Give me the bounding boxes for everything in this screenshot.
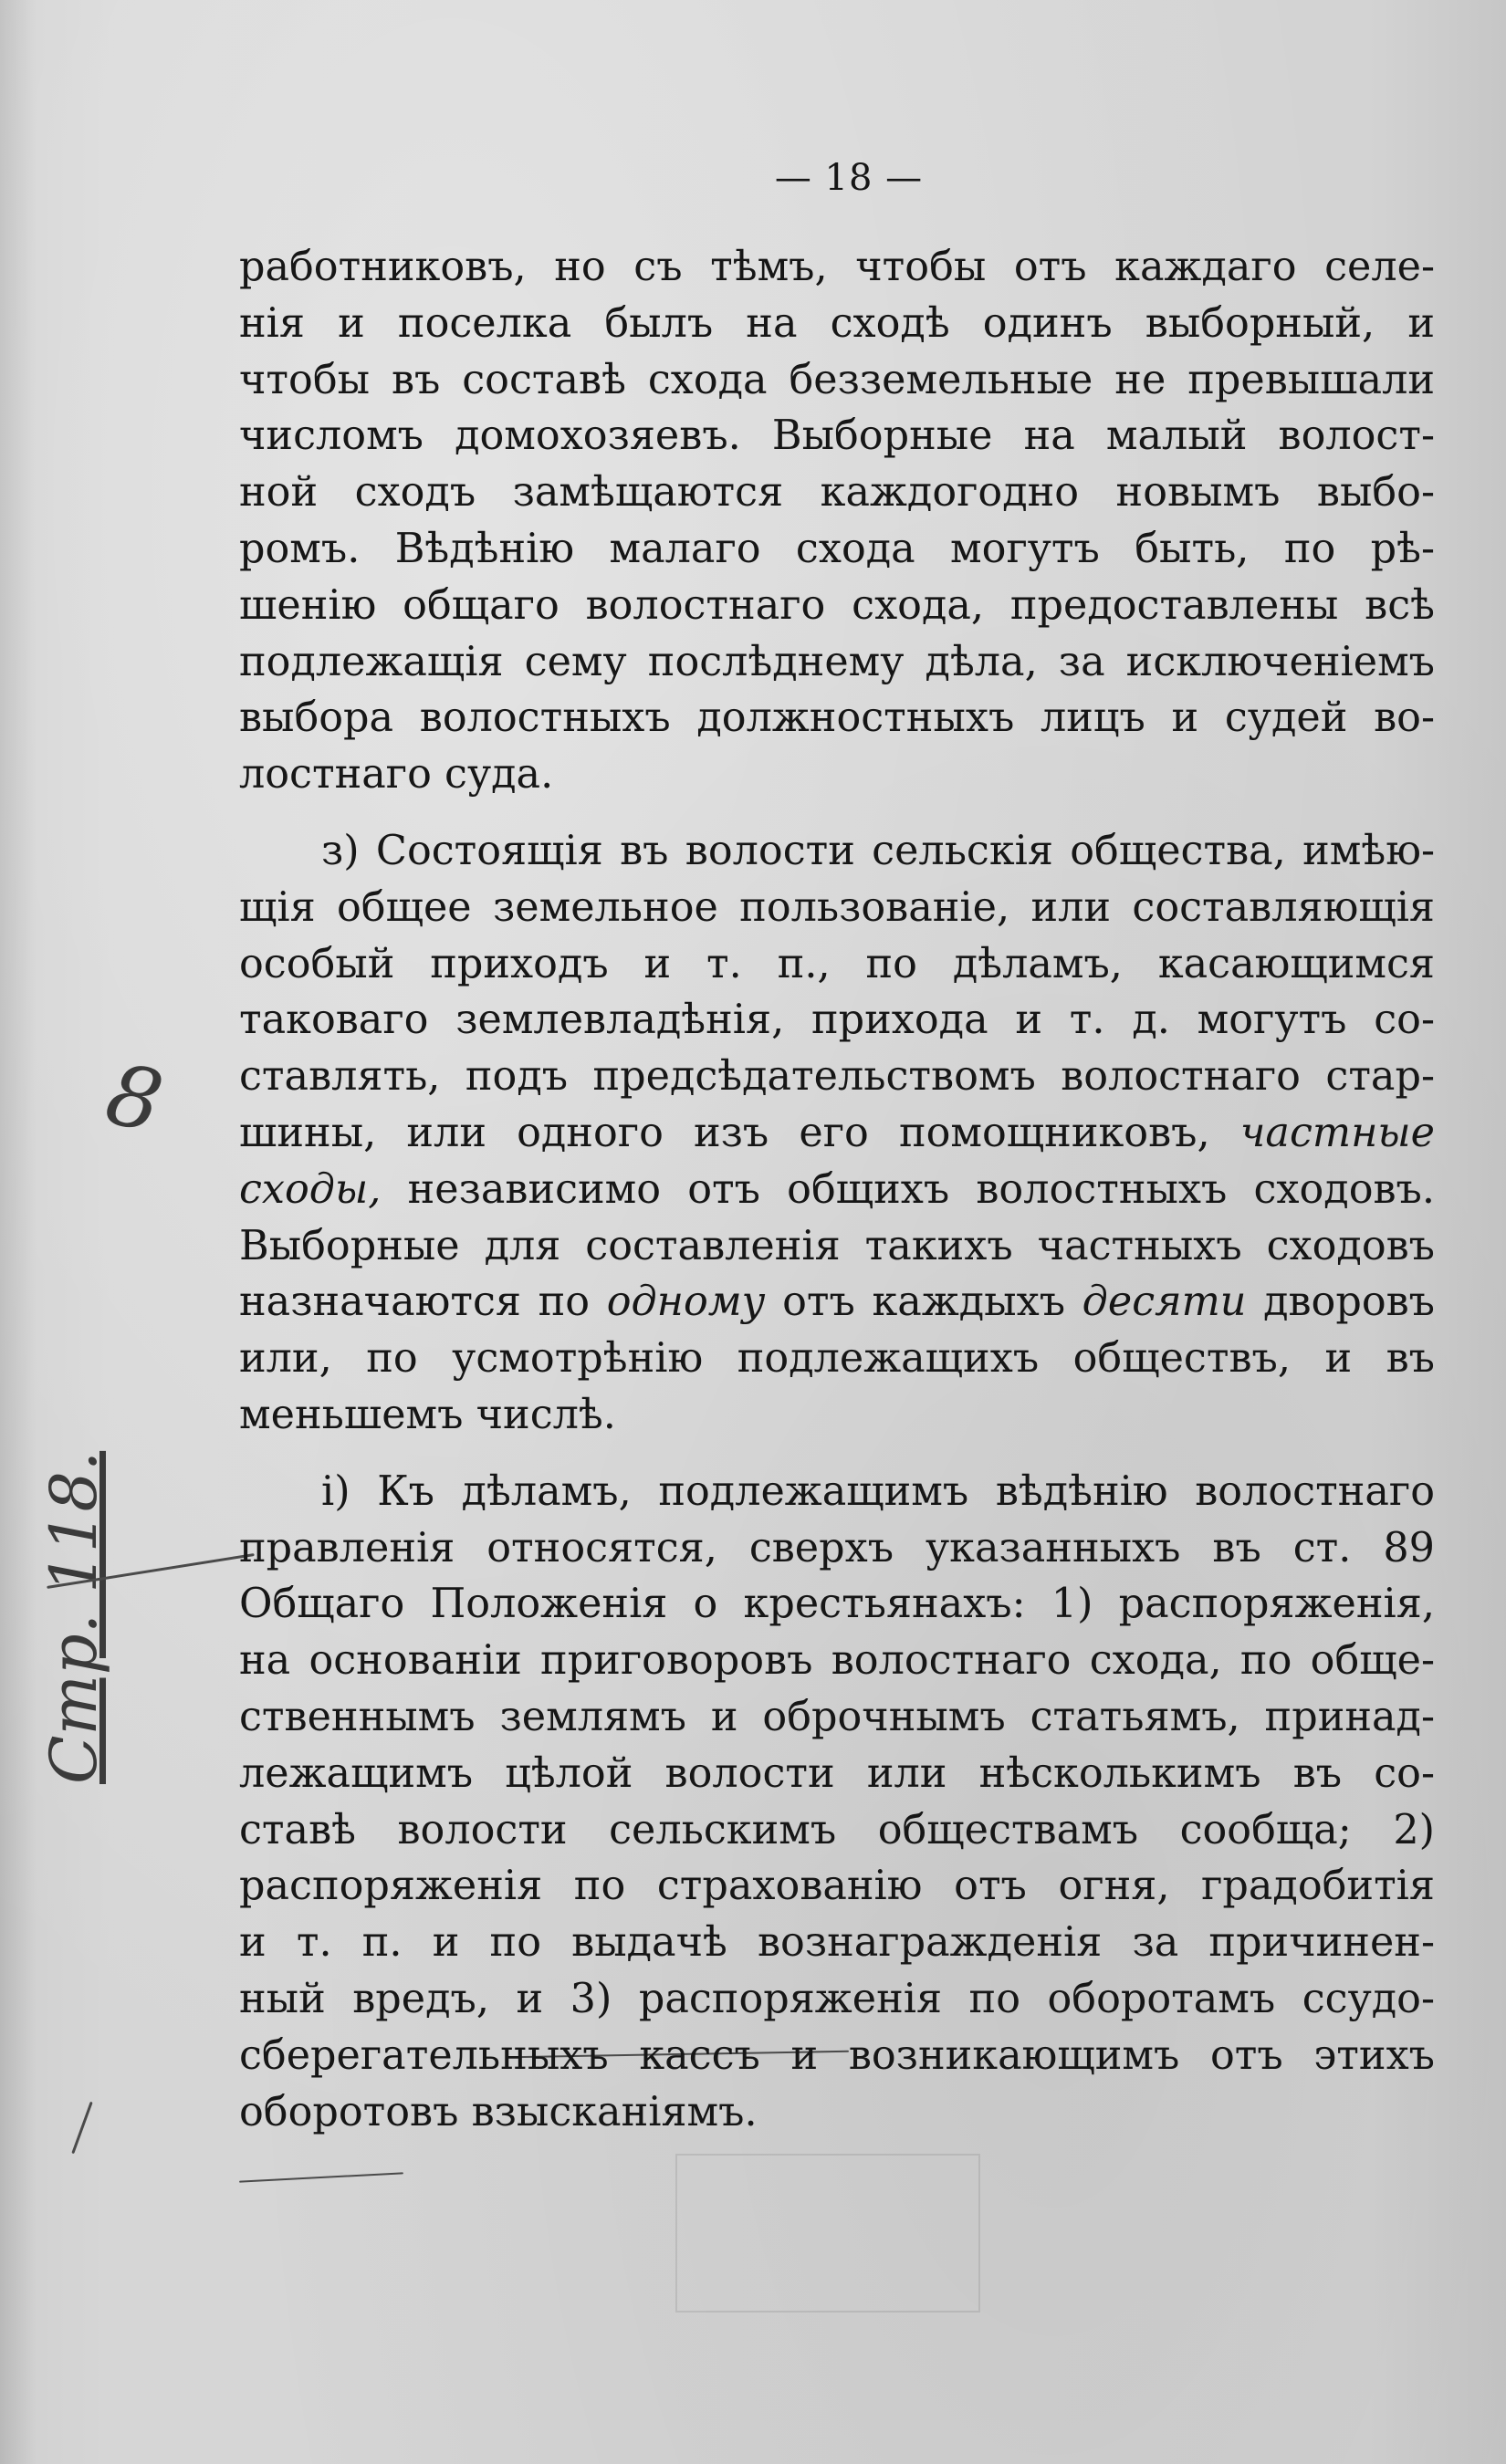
text-line: ставѣ волости сельскимъ обществамъ сообща; 2) — [239, 1806, 1435, 1853]
margin-page-reference-note: Стр. 118. — [37, 1450, 111, 1784]
italic-term: сходы, — [239, 1165, 382, 1213]
text-line-with-italic — [239, 1105, 1435, 1162]
text-line: ственнымъ землямъ и оброчнымъ статьямъ, принад- — [239, 1693, 1435, 1740]
text-line: выбора волостныхъ должностныхъ лицъ и судей во- — [239, 694, 1435, 742]
margin-numeral-note: 8 — [98, 1045, 172, 1152]
text-line-with-italic — [239, 1162, 1435, 1218]
text-line: ставлять, подъ предсѣдательствомъ волостнаго стар- — [239, 1053, 1435, 1101]
text-line: меньшемъ числѣ. — [239, 1391, 616, 1438]
text-line: ромъ. Вѣдѣнію малаго схода могутъ быть, по рѣ- — [239, 525, 1435, 572]
italic-term: десяти — [1082, 1279, 1247, 1326]
text-line: лостнаго суда. — [239, 751, 554, 799]
text-line: или, по усмотрѣнію подлежащихъ обществъ, и въ — [239, 1335, 1435, 1383]
text-run: независимо отъ общихъ волостныхъ сходовъ. — [407, 1165, 1435, 1213]
text-line: чтобы въ составѣ схода безземельные не превышали — [239, 356, 1435, 403]
text-run: отъ каждыхъ — [782, 1279, 1066, 1326]
italic-term: одному — [606, 1279, 766, 1326]
text-line: оборотовъ взысканіямъ. — [239, 2088, 758, 2135]
text-line: лежащимъ цѣлой волости или нѣсколькимъ въ со- — [239, 1749, 1435, 1797]
text-line: Общаго Положенія о крестьянахъ: 1) распоряженія, — [239, 1581, 1435, 1628]
text-line: таковаго землевладѣнія, прихода и т. д. могутъ со- — [239, 997, 1435, 1044]
text-line: и т. п. и по выдачѣ вознагражденія за причинен- — [239, 1919, 1435, 1967]
text-line: работниковъ, но съ тѣмъ, чтобы отъ каждаго селе- — [239, 244, 1435, 290]
margin-pencil-stroke — [71, 2102, 92, 2154]
text-line: з) Состоящія въ волости сельскія общества, имѣю- — [321, 827, 1435, 874]
text-line: числомъ домохозяевъ. Выборные на малый волост- — [239, 412, 1435, 460]
text-line: щія общее земельное пользованіе, или составляющія — [239, 883, 1435, 931]
text-line: нія и поселка былъ на сходѣ одинъ выборный, и — [239, 299, 1435, 347]
paragraph — [239, 823, 1435, 1444]
text-line-with-italic — [239, 1274, 1435, 1331]
paragraph — [239, 1464, 1435, 2141]
text-line: правленія относятся, сверхъ указанныхъ въ ст. 89 — [239, 1524, 1435, 1571]
text-line: Выборные для составленія такихъ частныхъ сходовъ — [239, 1222, 1435, 1269]
text-line: на основаніи приговоровъ волостнаго схода, по обще- — [239, 1637, 1435, 1685]
underline-pencil-stroke — [239, 2172, 403, 2182]
text-line: ный вредъ, и 3) распоряженія по оборотамъ ссудо- — [239, 1975, 1435, 2022]
text-run: дворовъ — [1263, 1279, 1435, 1326]
text-line: особый приходъ и т. п., по дѣламъ, касающимся — [239, 940, 1435, 987]
paragraph — [239, 239, 1435, 803]
page-number: — 18 — — [774, 157, 924, 199]
text-line: подлежащія сему послѣднему дѣла, за исключеніемъ — [239, 638, 1435, 685]
text-line: распоряженія по страхованію отъ огня, градобитія — [239, 1863, 1435, 1910]
text-line: і) Къ дѣламъ, подлежащимъ вѣдѣнію волостнаго — [321, 1467, 1435, 1515]
text-run: назначаются по — [239, 1279, 591, 1326]
italic-term: частные — [1239, 1109, 1435, 1156]
text-line: шенію общаго волостнаго схода, предоставлены всѣ — [239, 581, 1435, 629]
body-text — [239, 239, 1435, 2160]
faint-stamp-mark — [675, 2154, 980, 2313]
text-line: сберегательныхъ кассъ и возникающимъ отъ этихъ — [239, 2031, 1435, 2079]
text-run: шины, или одного изъ его помощниковъ, — [239, 1109, 1210, 1156]
text-line: ной сходъ замѣщаются каждогодно новымъ выбо- — [239, 469, 1435, 517]
